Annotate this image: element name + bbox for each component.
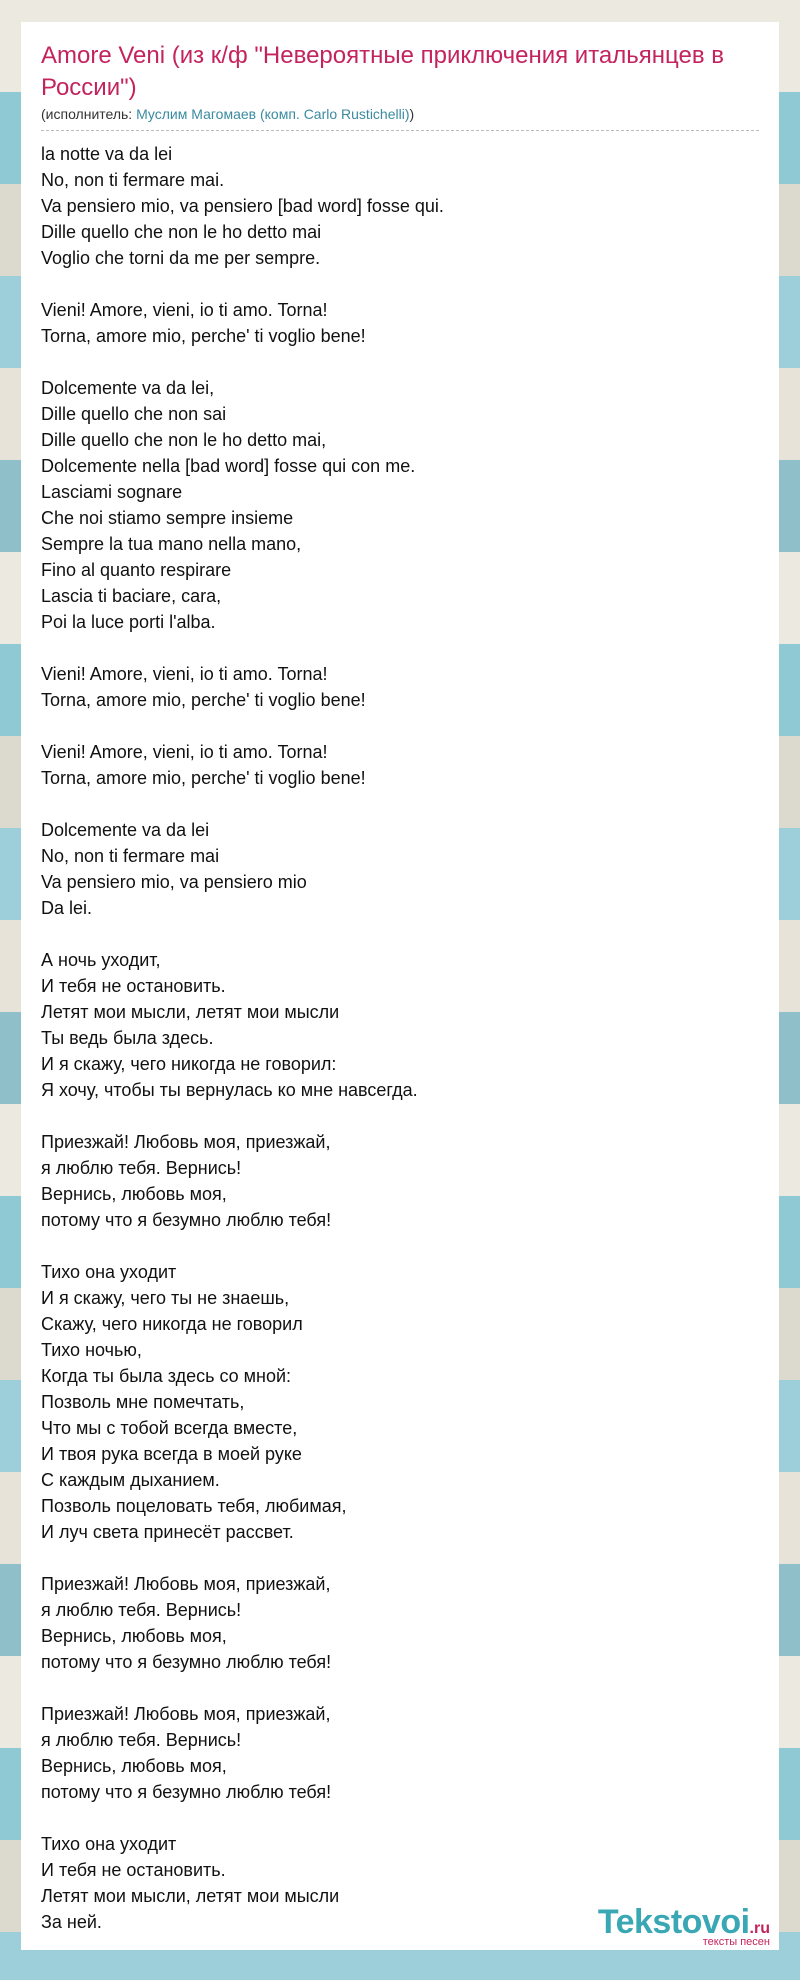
lyric-line: Dolcemente va da lei,: [41, 378, 215, 398]
lyric-line: Приезжай! Любовь моя, приезжай,: [41, 1704, 331, 1724]
lyric-line: Vieni! Amore, vieni, io ti amo. Torna!: [41, 664, 328, 684]
lyric-line: la notte va da lei: [41, 144, 173, 164]
performer-prefix: (исполнитель:: [41, 106, 137, 122]
lyric-line: Что мы с тобой всегда вместе,: [41, 1418, 298, 1438]
lyric-line: И тебя не остановить.: [41, 976, 226, 996]
lyric-line: За ней.: [41, 1912, 102, 1932]
lyric-line: Dolcemente va da lei: [41, 820, 210, 840]
lyric-line: Позволь поцеловать тебя, любимая,: [41, 1496, 347, 1516]
lyric-line: Sempre la tua mano nella mano,: [41, 534, 302, 554]
lyric-line: Dille quello che non sai: [41, 404, 227, 424]
stanza-gap: [41, 713, 759, 739]
lyric-line: И я скажу, чего ты не знаешь,: [41, 1288, 290, 1308]
lyric-line: Вернись, любовь моя,: [41, 1626, 227, 1646]
lyric-line: Вернись, любовь моя,: [41, 1184, 227, 1204]
performer-suffix: ): [409, 106, 415, 122]
lyric-line: Ты ведь была здесь.: [41, 1028, 214, 1048]
lyric-line: Torna, amore mio, perche' ti voglio bene!: [41, 326, 366, 346]
lyric-line: No, non ti fermare mai.: [41, 170, 225, 190]
stanza-gap: [41, 921, 759, 947]
lyric-line: Я хочу, чтобы ты вернулась ко мне навсегда.: [41, 1080, 418, 1100]
lyric-line: Voglio che torni da me per sempre.: [41, 248, 321, 268]
stanza-gap: [41, 1805, 759, 1831]
performer-line: [41, 104, 759, 131]
lyric-line: Тихо ночью,: [41, 1340, 142, 1360]
lyric-line: Приезжай! Любовь моя, приезжай,: [41, 1132, 331, 1152]
lyric-line: Vieni! Amore, vieni, io ti amo. Torna!: [41, 742, 328, 762]
lyric-line: Lasciami sognare: [41, 482, 183, 502]
lyric-line: Dolcemente nella [bad word] fosse qui con me.: [41, 456, 416, 476]
lyric-line: И луч света принесёт рассвет.: [41, 1522, 294, 1542]
lyric-line: Vieni! Amore, vieni, io ti amo. Torna!: [41, 300, 328, 320]
site-logo[interactable]: [598, 1903, 770, 1948]
lyric-line: И твоя рука всегда в моей руке: [41, 1444, 302, 1464]
lyric-line: Летят мои мысли, летят мои мысли: [41, 1886, 340, 1906]
stanza-gap: [41, 1545, 759, 1571]
lyric-line: Вернись, любовь моя,: [41, 1756, 227, 1776]
stanza-gap: [41, 635, 759, 661]
song-title: Amore Veni (из к/ф "Невероятные приключения итальянцев в России"): [41, 42, 725, 101]
lyric-line: Torna, amore mio, perche' ti voglio bene!: [41, 768, 366, 788]
lyric-line: Тихо она уходит: [41, 1834, 177, 1854]
lyric-line: С каждым дыханием.: [41, 1470, 220, 1490]
lyric-line: Poi la luce porti l'alba.: [41, 612, 216, 632]
lyrics-card: [21, 22, 779, 1950]
lyric-line: Когда ты была здесь со мной:: [41, 1366, 292, 1386]
lyric-line: потому что я безумно люблю тебя!: [41, 1210, 332, 1230]
lyric-line: потому что я безумно люблю тебя!: [41, 1782, 332, 1802]
lyric-line: Dille quello che non le ho detto mai,: [41, 430, 327, 450]
stanza-gap: [41, 271, 759, 297]
lyric-line: Va pensiero mio, va pensiero mio: [41, 872, 307, 892]
lyric-line: Dille quello che non le ho detto mai: [41, 222, 322, 242]
stanza-gap: [41, 1675, 759, 1701]
lyric-line: Позволь мне помечтать,: [41, 1392, 245, 1412]
lyric-line: я люблю тебя. Вернись!: [41, 1158, 242, 1178]
lyric-line: Приезжай! Любовь моя, приезжай,: [41, 1574, 331, 1594]
lyric-line: А ночь уходит,: [41, 950, 161, 970]
lyric-line: потому что я безумно люблю тебя!: [41, 1652, 332, 1672]
stanza-gap: [41, 349, 759, 375]
lyrics-text: [41, 141, 759, 1935]
lyric-line: Torna, amore mio, perche' ti voglio bene!: [41, 690, 366, 710]
lyric-line: Che noi stiamo sempre insieme: [41, 508, 294, 528]
stanza-gap: [41, 791, 759, 817]
lyric-line: Летят мои мысли, летят мои мысли: [41, 1002, 340, 1022]
logo-tagline: тексты песен: [702, 1936, 770, 1948]
lyric-line: И я скажу, чего никогда не говорил:: [41, 1054, 337, 1074]
lyric-line: Скажу, чего никогда не говорил: [41, 1314, 303, 1334]
lyric-line: Lascia ti baciare, cara,: [41, 586, 222, 606]
stanza-gap: [41, 1233, 759, 1259]
lyric-line: Va pensiero mio, va pensiero [bad word] fosse qui.: [41, 196, 444, 216]
performer-link[interactable]: Муслим Магомаев (комп. Carlo Rustichelli): [136, 106, 410, 122]
lyric-line: я люблю тебя. Вернись!: [41, 1730, 242, 1750]
lyric-line: я люблю тебя. Вернись!: [41, 1600, 242, 1620]
stanza-gap: [41, 1103, 759, 1129]
lyric-line: Fino al quanto respirare: [41, 560, 232, 580]
lyric-line: No, non ti fermare mai: [41, 846, 220, 866]
logo-name: Tekstovoi: [597, 1903, 750, 1941]
lyric-line: И тебя не остановить.: [41, 1860, 226, 1880]
logo-tld: .ru: [749, 1920, 770, 1937]
lyric-line: Da lei.: [41, 898, 93, 918]
lyric-line: Тихо она уходит: [41, 1262, 177, 1282]
